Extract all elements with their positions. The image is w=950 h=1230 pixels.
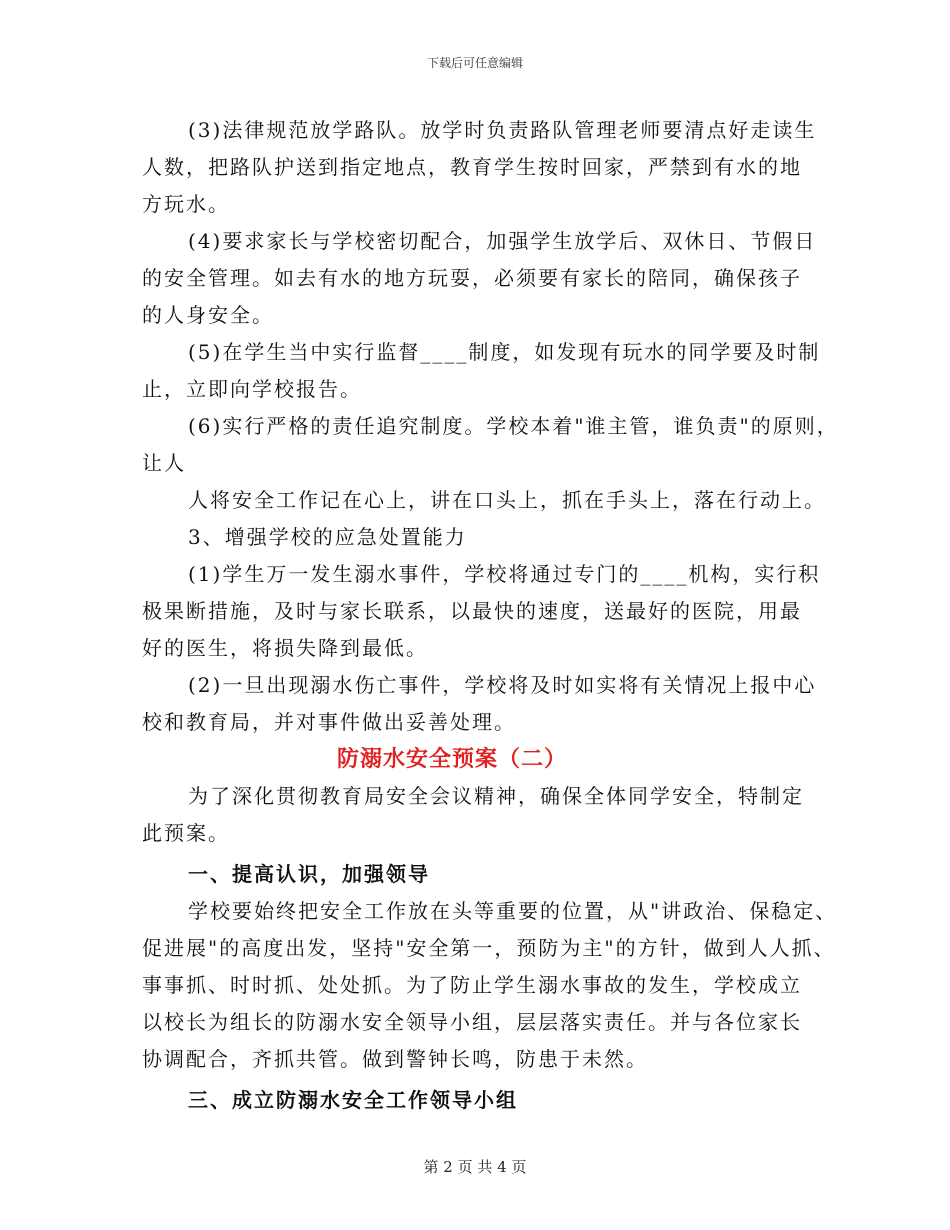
document-body <box>142 112 839 1119</box>
paragraph-line: 事事抓、时时抓、处处抓。为了防止学生溺水事故的发生，学校成立 <box>142 973 802 997</box>
paragraph-line: (1)学生万一发生溺水事件，学校将通过专门的____机构，实行积 <box>188 562 821 586</box>
page-number: 第 2 页 共 4 页 <box>423 1158 527 1176</box>
paragraph-line: 以校长为组长的防溺水安全领导小组，层层落实责任。并与各位家长 <box>142 1010 802 1034</box>
paragraph-line: 此预案。 <box>142 821 230 845</box>
header-note: 下载后可任意编辑 <box>426 56 523 70</box>
paragraph-line: 的安全管理。如去有水的地方玩耍，必须要有家长的陪同，确保孩子 <box>142 266 802 290</box>
section-heading: 三、成立防溺水安全工作领导小组 <box>188 1088 518 1112</box>
paragraph-line: (5)在学生当中实行监督____制度，如发现有玩水的同学要及时制 <box>188 340 821 364</box>
section-title: 防溺水安全预案（二） <box>336 746 567 772</box>
paragraph-line: 校和教育局，并对事件做出妥善处理。 <box>142 710 516 734</box>
paragraph-line: (6)实行严格的责任追究制度。学校本着"谁主管，谁负责"的原则， <box>188 414 839 438</box>
paragraph-line: 人数，把路队护送到指定地点，教育学生按时回家，严禁到有水的地 <box>142 155 802 179</box>
paragraph-line: 人将安全工作记在心上，讲在口头上，抓在手头上，落在行动上。 <box>188 488 826 512</box>
paragraph-line: (2)一旦出现溺水伤亡事件，学校将及时如实将有关情况上报中心 <box>188 673 817 697</box>
paragraph-line: 促进展"的高度出发，坚持"安全第一，预防为主"的方针，做到人人抓、 <box>142 936 836 960</box>
paragraph-line: 极果断措施，及时与家长联系，以最快的速度，送最好的医院，用最 <box>142 599 802 623</box>
paragraph-line: 好的医生，将损失降到最低。 <box>142 636 428 660</box>
paragraph-line: 止，立即向学校报告。 <box>142 377 362 401</box>
paragraph-line: 方玩水。 <box>142 192 230 216</box>
paragraph-line: 学校要始终把安全工作放在头等重要的位置，从"讲政治、保稳定、 <box>188 899 838 923</box>
paragraph-line: (4)要求家长与学校密切配合，加强学生放学后、双休日、节假日 <box>188 229 817 253</box>
paragraph-line: (3)法律规范放学路队。放学时负责路队管理老师要清点好走读生 <box>188 118 817 142</box>
paragraph-line: 让人 <box>142 451 186 475</box>
subsection-heading: 3、增强学校的应急处置能力 <box>188 525 467 549</box>
paragraph-line: 的人身安全。 <box>142 303 274 327</box>
paragraph-line: 为了深化贯彻教育局安全会议精神，确保全体同学安全，特制定 <box>188 784 804 808</box>
section-heading: 一、提高认识，加强领导 <box>188 862 430 886</box>
paragraph-line: 协调配合，齐抓共管。做到警钟长鸣，防患于未然。 <box>142 1047 648 1071</box>
